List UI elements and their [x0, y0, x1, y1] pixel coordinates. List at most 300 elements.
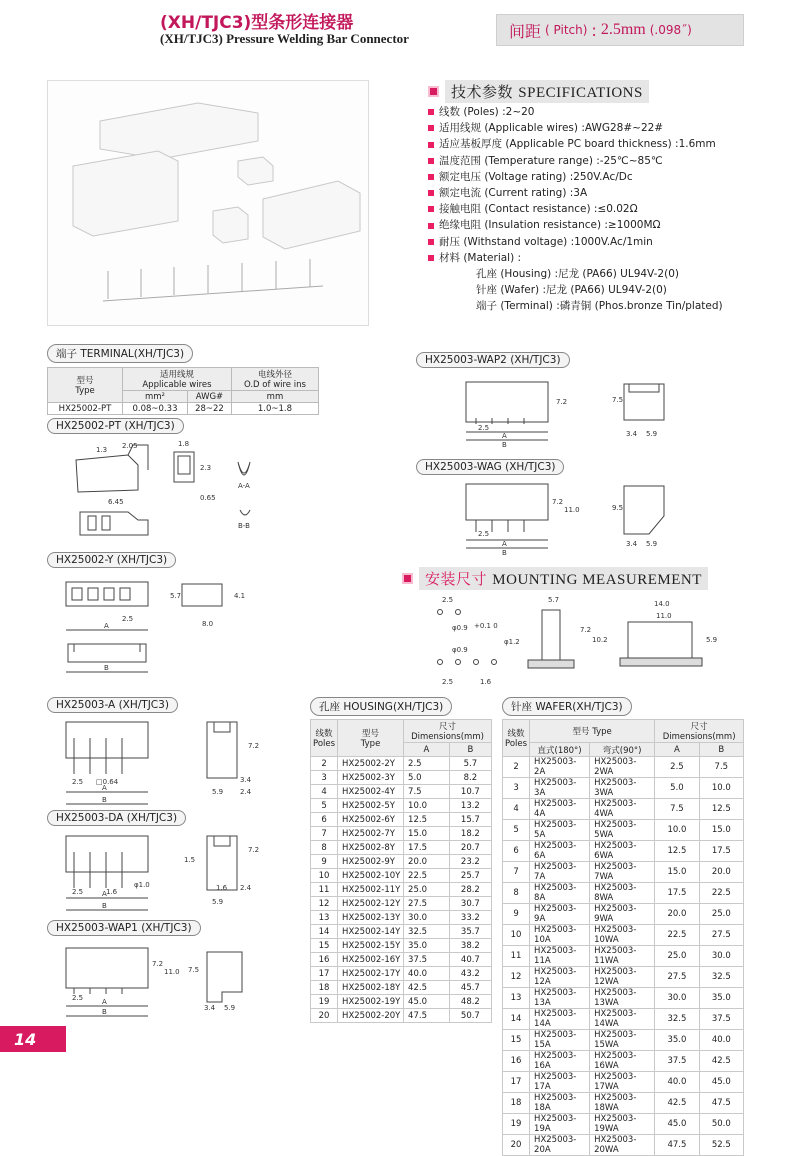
dim-25: 2.5	[72, 888, 84, 896]
bullet-icon	[428, 239, 434, 245]
bullet-icon	[428, 190, 434, 196]
spec-text: 绝缘电阻 (Insulation resistance) :≥1000MΩ	[439, 219, 661, 232]
table-row	[503, 988, 744, 1009]
cell: HX25002-PT	[48, 403, 123, 415]
spec-text: 耐压 (Withstand voltage) :1000V.Ac/1min	[439, 235, 653, 248]
table-cell: 25.7	[449, 869, 491, 883]
bullet-icon	[428, 125, 434, 131]
table-cell: 45.7	[449, 981, 491, 995]
table-cell: 5.7	[449, 757, 491, 771]
table-cell: 9	[311, 855, 338, 869]
pitch-label: ( Pitch)	[545, 23, 588, 37]
table-cell: 32.5	[699, 967, 743, 988]
wafer-label-cn: 针座	[511, 701, 532, 713]
table-cell: 40.0	[699, 1030, 743, 1051]
specs-title	[445, 80, 649, 103]
table-row	[48, 403, 319, 415]
spec-text: 线数 (Poles) :2~20	[439, 106, 535, 118]
table-cell: HX25003-11WA	[590, 946, 655, 967]
dim-59: 5.9	[212, 898, 224, 906]
dim-25: 2.5	[122, 615, 134, 623]
dim-a: A	[104, 622, 109, 630]
table-cell: 37.5	[699, 1009, 743, 1030]
dim-065: 0.65	[200, 494, 216, 502]
th-wire	[122, 368, 231, 391]
table-cell: HX25003-10WA	[590, 925, 655, 946]
table-cell: 17.5	[655, 883, 699, 904]
spec-item	[428, 250, 723, 266]
pitch-cn: 间距	[509, 21, 542, 41]
table-row	[311, 771, 492, 785]
th-model-cn: 型号	[76, 376, 94, 386]
dim-80: 8.0	[202, 620, 214, 628]
table-row	[311, 757, 492, 771]
bullet-icon	[428, 206, 434, 212]
specs-title-en: SPECIFICATIONS	[518, 85, 643, 101]
table-cell: 15.0	[404, 827, 450, 841]
table-cell: 7	[503, 862, 530, 883]
table-cell: 22.5	[655, 925, 699, 946]
table-cell: HX25002-15Y	[338, 939, 404, 953]
product-photo	[47, 80, 369, 326]
dim-72: 7.2	[580, 626, 592, 634]
th-mm: mm	[231, 391, 318, 403]
table-cell: HX25002-7Y	[338, 827, 404, 841]
spec-item	[428, 153, 723, 169]
spec-text: 适用线规 (Applicable wires) :AWG28#~22#	[439, 122, 664, 135]
th-poles	[311, 720, 338, 757]
cell: 0.08~0.33	[122, 403, 187, 415]
th-od	[231, 368, 318, 391]
table-row	[503, 841, 744, 862]
table-row	[503, 1030, 744, 1051]
table-cell: HX25003-15WA	[590, 1030, 655, 1051]
th-wire-en: Applicable wires	[142, 380, 212, 390]
bullet-icon	[428, 109, 434, 115]
table-cell: HX25003-12A	[530, 967, 590, 988]
dim-a: A	[102, 784, 107, 792]
table-cell: 6	[503, 841, 530, 862]
table-cell: HX25003-7A	[530, 862, 590, 883]
table-cell: 25.0	[699, 904, 743, 925]
table-cell: 14	[311, 925, 338, 939]
dim-34: 3.4	[626, 430, 638, 438]
table-cell: 23.2	[449, 855, 491, 869]
table-cell: 2.5	[655, 757, 699, 778]
wafer-label	[502, 697, 632, 716]
spec-item	[428, 217, 723, 233]
drawing-pt	[68, 440, 288, 550]
table-row	[503, 946, 744, 967]
table-cell: 3	[503, 778, 530, 799]
th-poles	[503, 720, 530, 757]
specs-title-cn: 技术参数	[451, 83, 514, 101]
dim-25: 2.5	[478, 530, 490, 538]
label-wap1: HX25003-WAP1 (XH/TJC3)	[47, 920, 201, 936]
housing-label-cn: 孔座	[319, 701, 340, 713]
spec-text: 温度范围 (Temperature range) :-25℃~85℃	[439, 154, 663, 167]
terminal-label: 端子 TERMINAL(XH/TJC3)	[47, 344, 193, 363]
table-cell: HX25003-3A	[530, 778, 590, 799]
dim-01: +0.1 0	[474, 622, 498, 630]
bullet-icon	[428, 174, 434, 180]
table-cell: HX25002-18Y	[338, 981, 404, 995]
table-cell: 45.0	[655, 1114, 699, 1135]
table-cell: 52.5	[699, 1135, 743, 1156]
table-cell: 35.0	[699, 988, 743, 1009]
table-cell: 2.5	[404, 757, 450, 771]
dim-110: 11.0	[564, 506, 580, 514]
table-cell: 45.0	[404, 995, 450, 1009]
material-wafer: 针座 (Wafer) :尼龙 (PA66) UL94V-2(0)	[476, 284, 667, 297]
table-cell: 20	[503, 1135, 530, 1156]
dim-15: 1.5	[184, 856, 196, 864]
spec-text: 适应基板厚度 (Applicable PC board thickness) :1.6mm	[439, 138, 716, 151]
dim-23: 2.3	[200, 464, 212, 472]
table-cell: 2	[503, 757, 530, 778]
table-cell: HX25003-8A	[530, 883, 590, 904]
table-cell: 47.5	[655, 1135, 699, 1156]
pitch-box	[496, 14, 744, 46]
spec-item	[428, 169, 723, 185]
wafer-label-en: WAFER(XH/TJC3)	[535, 701, 623, 713]
table-cell: HX25002-2Y	[338, 757, 404, 771]
dim-16b: 1.6	[216, 884, 228, 892]
dim-34: 3.4	[626, 540, 638, 548]
bullet-icon	[428, 223, 434, 229]
table-cell: 30.0	[655, 988, 699, 1009]
table-cell: HX25003-2WA	[590, 757, 655, 778]
table-row	[311, 1009, 492, 1023]
table-row	[503, 1009, 744, 1030]
table-cell: 18	[311, 981, 338, 995]
table-row	[311, 995, 492, 1009]
table-cell: HX25002-10Y	[338, 869, 404, 883]
dim-645: 6.45	[108, 498, 124, 506]
table-cell: 42.5	[655, 1093, 699, 1114]
table-cell: HX25003-16WA	[590, 1051, 655, 1072]
dim-b: B	[102, 902, 107, 910]
table-row	[503, 904, 744, 925]
table-cell: 12	[311, 897, 338, 911]
section-aa: A-A	[238, 482, 250, 490]
table-cell: 5	[503, 820, 530, 841]
dim-75: 7.5	[612, 396, 624, 404]
table-row	[503, 757, 744, 778]
table-cell: 12.5	[404, 813, 450, 827]
table-row	[503, 1135, 744, 1156]
cell: 1.0~1.8	[231, 403, 318, 415]
dim-34: 3.4	[204, 1004, 216, 1012]
table-cell: HX25003-15A	[530, 1030, 590, 1051]
table-row	[503, 1093, 744, 1114]
table-cell: 5	[311, 799, 338, 813]
table-cell: 13	[311, 911, 338, 925]
table-cell: HX25003-13WA	[590, 988, 655, 1009]
table-cell: HX25003-12WA	[590, 967, 655, 988]
dim-57: 5.7	[548, 596, 560, 604]
spec-item	[428, 120, 723, 136]
cell: 28~22	[188, 403, 232, 415]
dim-59: 5.9	[224, 1004, 236, 1012]
th-od-cn: 电线外径	[257, 370, 292, 380]
table-cell: HX25002-6Y	[338, 813, 404, 827]
table-cell: 47.5	[699, 1093, 743, 1114]
table-row	[311, 953, 492, 967]
th-b: B	[449, 743, 491, 757]
dim-72: 7.2	[152, 960, 164, 968]
pitch-sep: :	[591, 20, 597, 40]
table-row	[311, 799, 492, 813]
table-cell: 10.0	[699, 778, 743, 799]
table-cell: HX25002-13Y	[338, 911, 404, 925]
table-cell: 47.5	[404, 1009, 450, 1023]
table-row	[503, 862, 744, 883]
drawing-a	[62, 718, 282, 813]
spec-text: 额定电流 (Current rating) :3A	[439, 187, 588, 200]
table-cell: 33.2	[449, 911, 491, 925]
table-row	[311, 883, 492, 897]
dim-34: 3.4	[240, 776, 252, 784]
table-cell: 12.5	[699, 799, 743, 820]
specs-heading	[428, 80, 649, 103]
table-row	[503, 1051, 744, 1072]
spec-text: 额定电压 (Voltage rating) :250V.Ac/Dc	[439, 170, 633, 183]
table-cell: 37.5	[404, 953, 450, 967]
label-a: HX25003-A (XH/TJC3)	[47, 697, 178, 713]
table-row	[311, 939, 492, 953]
th-type: 型号 Type	[530, 720, 655, 743]
th-straight: 直式(180°)	[530, 743, 590, 757]
table-cell: 30.0	[404, 911, 450, 925]
bullet-icon	[428, 142, 434, 148]
table-cell: HX25002-12Y	[338, 897, 404, 911]
table-cell: 5.0	[404, 771, 450, 785]
table-cell: 30.7	[449, 897, 491, 911]
table-cell: HX25002-20Y	[338, 1009, 404, 1023]
table-row	[311, 869, 492, 883]
dim-25: 2.5	[72, 994, 84, 1002]
dim-16: 1.6	[106, 888, 118, 896]
table-cell: 25.0	[655, 946, 699, 967]
table-cell: 32.5	[404, 925, 450, 939]
table-cell: 2	[311, 757, 338, 771]
label-da: HX25003-DA (XH/TJC3)	[47, 810, 186, 826]
table-cell: 27.5	[699, 925, 743, 946]
dim-16: 1.6	[480, 678, 492, 686]
dim-b: B	[502, 549, 507, 557]
table-cell: 10.7	[449, 785, 491, 799]
material-housing: 孔座 (Housing) :尼龙 (PA66) UL94V-2(0)	[476, 268, 679, 281]
table-cell: 40.0	[655, 1072, 699, 1093]
table-cell: HX25003-10A	[530, 925, 590, 946]
spec-item	[428, 136, 723, 152]
mounting-title-cn: 安装尺寸	[425, 570, 488, 588]
square-icon	[428, 86, 439, 97]
table-cell: 42.5	[699, 1051, 743, 1072]
th-awg: AWG#	[188, 391, 232, 403]
table-cell: HX25003-5WA	[590, 820, 655, 841]
table-cell: 35.7	[449, 925, 491, 939]
table-cell: 37.5	[655, 1051, 699, 1072]
table-cell: HX25003-8WA	[590, 883, 655, 904]
dim-95: 9.5	[612, 504, 624, 512]
spec-item	[428, 185, 723, 201]
table-cell: 8	[311, 841, 338, 855]
table-cell: 30.0	[699, 946, 743, 967]
table-cell: 50.7	[449, 1009, 491, 1023]
table-cell: 18.2	[449, 827, 491, 841]
dim-59: 5.9	[706, 636, 718, 644]
title-en: (XH/TJC3) Pressure Welding Bar Connector	[160, 31, 409, 46]
dim-59: 5.9	[646, 430, 658, 438]
table-cell: HX25003-14WA	[590, 1009, 655, 1030]
table-cell: HX25003-9A	[530, 904, 590, 925]
dim-25: 2.5	[72, 778, 84, 786]
table-cell: 4	[503, 799, 530, 820]
table-cell: HX25003-17WA	[590, 1072, 655, 1093]
table-cell: 17	[311, 967, 338, 981]
table-row	[311, 967, 492, 981]
th-poles-en: Poles	[313, 739, 336, 749]
th-poles-cn: 线数	[507, 729, 525, 739]
table-cell: 7.5	[655, 799, 699, 820]
table-row	[311, 827, 492, 841]
table-row	[503, 1072, 744, 1093]
table-row	[311, 925, 492, 939]
table-cell: 42.5	[404, 981, 450, 995]
table-cell: 40.0	[404, 967, 450, 981]
label-wap2: HX25003-WAP2 (XH/TJC3)	[416, 352, 570, 368]
table-cell: HX25003-4WA	[590, 799, 655, 820]
label-pt: HX25002-PT (XH/TJC3)	[47, 418, 184, 434]
dim-25: 2.5	[442, 596, 454, 604]
label-y: HX25002-Y (XH/TJC3)	[47, 552, 176, 568]
table-cell: 15	[503, 1030, 530, 1051]
table-cell: HX25003-5A	[530, 820, 590, 841]
table-cell: 10	[311, 869, 338, 883]
dim-41: 4.1	[234, 592, 246, 600]
table-cell: 8	[503, 883, 530, 904]
table-row	[503, 778, 744, 799]
label-wag: HX25003-WAG (XH/TJC3)	[416, 459, 564, 475]
table-row	[311, 841, 492, 855]
table-cell: 25.0	[404, 883, 450, 897]
dim-205: 2.05	[122, 442, 138, 450]
th-type-en: Type	[360, 739, 381, 749]
table-row	[311, 911, 492, 925]
spec-item	[428, 201, 723, 217]
table-cell: 5.0	[655, 778, 699, 799]
table-cell: 13.2	[449, 799, 491, 813]
th-od-en: O.D of wire ins	[244, 380, 306, 390]
dim-a: A	[102, 998, 107, 1006]
table-cell: HX25003-2A	[530, 757, 590, 778]
table-cell: 9	[503, 904, 530, 925]
table-cell: 35.0	[404, 939, 450, 953]
table-cell: 17	[503, 1072, 530, 1093]
table-cell: 32.5	[655, 1009, 699, 1030]
table-cell: 13	[503, 988, 530, 1009]
th-dim: 尺寸Dimensions(mm)	[655, 720, 744, 743]
dim-110: 11.0	[164, 968, 180, 976]
table-cell: HX25003-4A	[530, 799, 590, 820]
dim-110: 11.0	[656, 612, 672, 620]
table-cell: 27.5	[404, 897, 450, 911]
table-cell: 15.7	[449, 813, 491, 827]
table-cell: 20.0	[655, 904, 699, 925]
table-cell: 48.2	[449, 995, 491, 1009]
table-cell: HX25003-18A	[530, 1093, 590, 1114]
table-cell: HX25002-3Y	[338, 771, 404, 785]
drawing-da	[62, 832, 282, 927]
table-cell: HX25002-19Y	[338, 995, 404, 1009]
table-row	[311, 855, 492, 869]
dim-25b: 2.5	[442, 678, 454, 686]
dim-24: 2.4	[240, 788, 252, 796]
table-cell: 17.5	[699, 841, 743, 862]
table-row	[503, 799, 744, 820]
dim-75: 7.5	[188, 966, 200, 974]
terminal-table	[47, 367, 319, 415]
dim-24: 2.4	[240, 884, 252, 892]
title-cn: (XH/TJC3)型条形连接器	[160, 13, 354, 33]
dim-13: 1.3	[96, 446, 108, 454]
mounting-heading	[402, 567, 708, 590]
table-cell: 12.5	[655, 841, 699, 862]
table-cell: HX25003-20A	[530, 1135, 590, 1156]
dim-72: 7.2	[552, 498, 564, 506]
table-cell: 45.0	[699, 1072, 743, 1093]
table-cell: 40.7	[449, 953, 491, 967]
material-terminal: 端子 (Terminal) :磷青铜 (Phos.bronze Tin/plated)	[476, 300, 723, 313]
housing-table	[310, 719, 492, 1023]
table-row	[503, 967, 744, 988]
table-cell: HX25002-9Y	[338, 855, 404, 869]
table-cell: 12	[503, 967, 530, 988]
th-wire-cn: 适用线规	[159, 370, 194, 380]
dim-72: 7.2	[556, 398, 568, 406]
table-cell: 6	[311, 813, 338, 827]
table-cell: 20.0	[699, 862, 743, 883]
table-cell: 18	[503, 1093, 530, 1114]
table-row	[311, 813, 492, 827]
mounting-title-en: MOUNTING MEASUREMENT	[492, 572, 702, 588]
table-cell: HX25003-20WA	[590, 1135, 655, 1156]
bullet-icon	[428, 255, 434, 261]
table-cell: HX25003-19A	[530, 1114, 590, 1135]
table-cell: 16	[503, 1051, 530, 1072]
table-cell: HX25002-14Y	[338, 925, 404, 939]
table-cell: 38.2	[449, 939, 491, 953]
table-cell: HX25002-4Y	[338, 785, 404, 799]
th-poles-en: Poles	[505, 739, 528, 749]
table-cell: HX25002-17Y	[338, 967, 404, 981]
table-cell: 15	[311, 939, 338, 953]
table-cell: HX25002-11Y	[338, 883, 404, 897]
table-cell: 7.5	[404, 785, 450, 799]
th-poles-cn: 线数	[315, 729, 333, 739]
mounting-title	[419, 567, 708, 590]
spec-text: 接触电阻 (Contact resistance) :≤0.02Ω	[439, 203, 638, 216]
table-cell: 50.0	[699, 1114, 743, 1135]
th-type-cn: 型号	[362, 729, 380, 739]
housing-label-en: HOUSING(XH/TJC3)	[343, 701, 444, 713]
table-cell: 10	[503, 925, 530, 946]
table-cell: HX25002-16Y	[338, 953, 404, 967]
th-model	[48, 368, 123, 403]
table-cell: HX25003-14A	[530, 1009, 590, 1030]
